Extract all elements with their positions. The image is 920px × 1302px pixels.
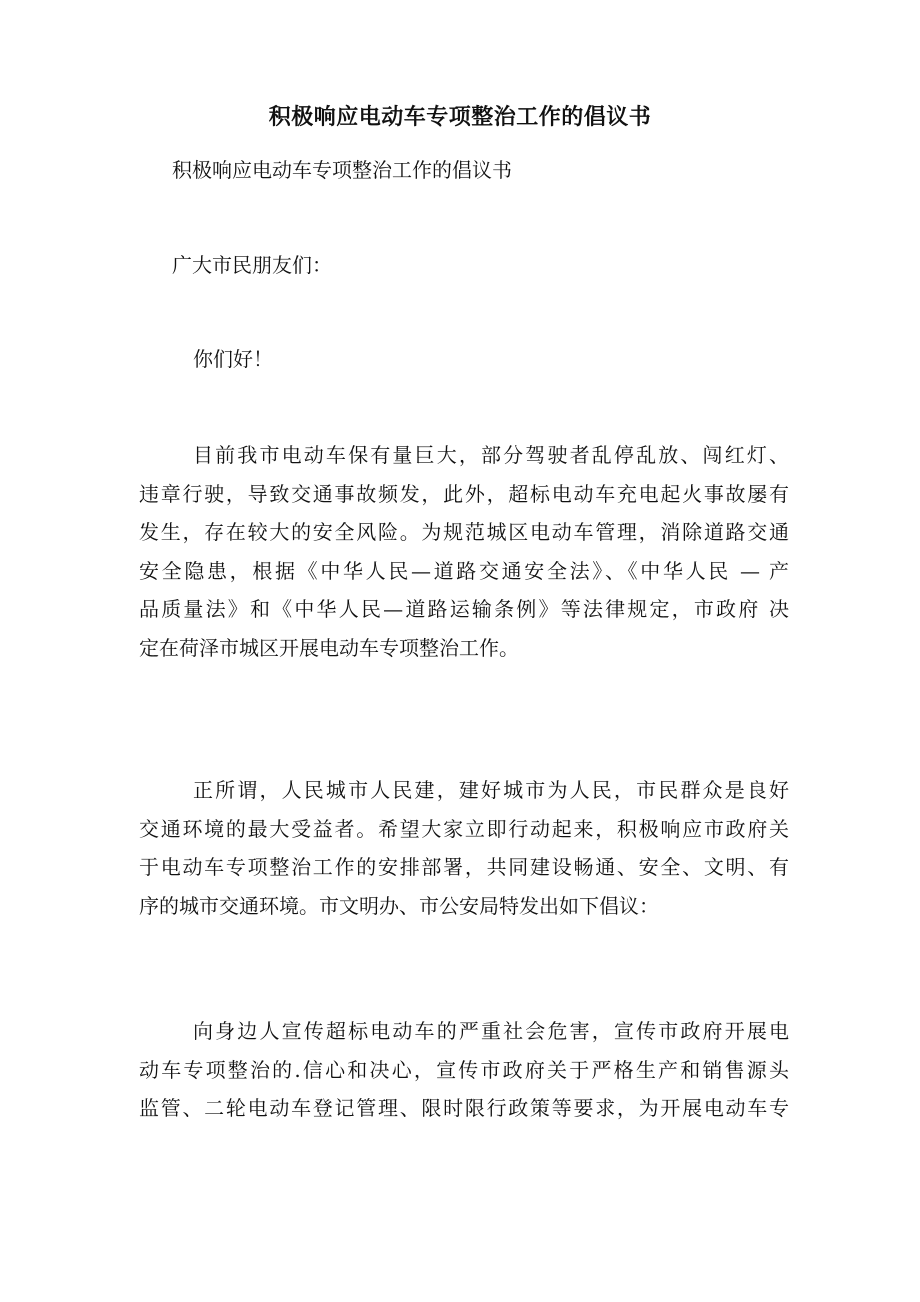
paragraph-line: 于电动车专项整治工作的安排部署，共同建设畅通、安全、文明、有: [139, 855, 789, 880]
greeting: 你们好！: [193, 347, 273, 371]
paragraph-3: [139, 1012, 789, 1128]
salutation: 广大市民朋友们：: [172, 253, 332, 277]
paragraph-line: 动车专项整治的.信心和决心，宣传市政府关于严格生产和销售源头: [139, 1057, 789, 1082]
document-subtitle: 积极响应电动车专项整治工作的倡议书: [172, 158, 512, 182]
document-title: 积极响应电动车专项整治工作的倡议书: [268, 104, 652, 130]
paragraph-line: 交通环境的最大受益者。希望大家立即行动起来，积极响应市政府关: [139, 816, 789, 841]
paragraph-line: 发生，存在较大的安全风险。为规范城区电动车管理，消除道路交通: [139, 520, 789, 545]
paragraph-2: [139, 771, 789, 925]
paragraph-line: 定在荷泽市城区开展电动车专项整治工作。: [139, 635, 519, 660]
paragraph-line: 安全隐患，根据《中华人民—道路交通安全法》、《中华人民 — 产: [139, 558, 789, 583]
paragraph-line: 监管、二轮电动车登记管理、限时限行政策等要求，为开展电动车专: [139, 1096, 789, 1121]
paragraph-line: 向身边人宣传超标电动车的严重社会危害，宣传市政府开展电: [193, 1019, 789, 1043]
paragraph-line: 品质量法》和《中华人民—道路运输条例》等法律规定，市政府 决: [139, 597, 789, 622]
paragraph-line: 序的城市交通环境。市文明办、市公安局特发出如下倡议：: [139, 893, 659, 918]
paragraph-line: 正所谓，人民城市人民建，建好城市为人民，市民群众是良好: [193, 778, 789, 802]
paragraph-line: 违章行驶，导致交通事故频发，此外，超标电动车充电起火事故屡有: [139, 481, 789, 506]
paragraph-1: [139, 436, 789, 668]
paragraph-line: 目前我市电动车保有量巨大，部分驾驶者乱停乱放、闯红灯、: [193, 443, 789, 467]
